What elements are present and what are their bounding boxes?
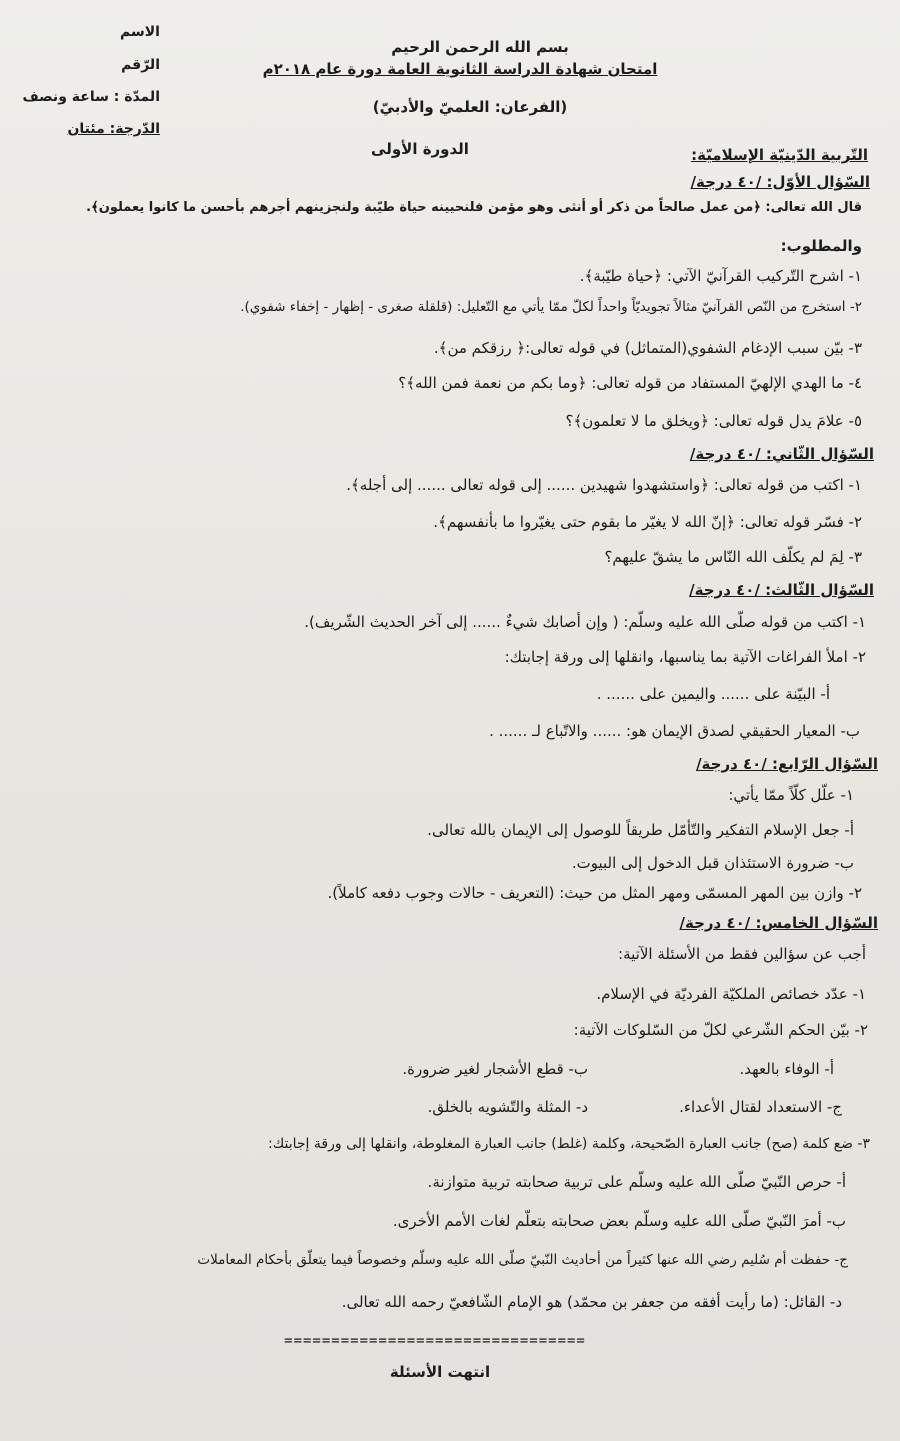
q3-item-2b: ب- المعيار الحقيقي لصدق الإيمان هو: ...... والاتّباع لـ ...... . (489, 722, 860, 740)
branches: (الفرعان: العلميّ والأدبيّ) (372, 98, 568, 116)
subject-title: التّربية الدّينيّة الإسلاميّة: (691, 146, 868, 164)
q3-item-2a: أ- البيّنة على ...... واليمين على ...... . (596, 685, 830, 703)
q5-item-3d: د- القائل: (ما رأيت أفقه من جعفر بن محمّد) هو الإمام الشّافعيّ رحمه الله تعالى. (341, 1293, 842, 1311)
q1-title: السّؤال الأوّل: /٤٠ درجة/ (690, 173, 870, 191)
q2-item-3: ٣- لِمَ لم يكلّف الله النّاس ما يشقّ عليهم؟ (604, 548, 862, 566)
q3-item-1: ١- اكتب من قوله صلّى الله عليه وسلّم: ( وإن أصابك شيءٌ ...... إلى آخر الحديث الشّريف). (304, 613, 866, 631)
q3-title: السّؤال الثّالث: /٤٠ درجة/ (689, 581, 874, 599)
footer-divider: ================================ (284, 1333, 586, 1349)
q1-verse: قال الله تعالى: ﴿من عمل صالحاً من ذكر أو أنثى وهو مؤمن فلنحيينه حياة طيّبة ولنجزينهم أجرهم بأحسن ما كانوا يعملون﴾. (86, 200, 862, 215)
session: الدورة الأولى (371, 140, 469, 158)
q5-intro: أجب عن سؤالين فقط من الأسئلة الآتية: (618, 945, 866, 963)
q1-item-2: ٢- استخرج من النّص القرآنيّ مثالاً تجويديّاً واحداً لكلّ ممّا يأتي مع التّعليل: (قلقلة صغرى - إظهار - إخفاء شفوي). (240, 299, 862, 315)
q4-title: السّؤال الرّابع: /٤٠ درجة/ (696, 755, 878, 773)
exam-title: امتحان شهادة الدراسة الثانوية العامة دورة عام ٢٠١٨م (262, 60, 658, 78)
basmala: بسم الله الرحمن الرحيم (391, 38, 569, 56)
q5-item-3a: أ- حرص النّبيّ صلّى الله عليه وسلّم على تربية صحابته تربية متوازنة. (427, 1173, 846, 1191)
q3-item-2: ٢- املأ الفراغات الآتية بما يناسبها، وانقلها إلى ورقة إجابتك: (504, 648, 866, 666)
q2-item-2: ٢- فسّر قوله تعالى: ﴿إنّ الله لا يغيّر ما بقوم حتى يغيّروا ما بأنفسهم﴾. (433, 513, 862, 531)
q4-item-1b: ب- ضرورة الاستئذان قبل الدخول إلى البيوت. (571, 854, 854, 872)
q4-item-1a: أ- جعل الإسلام التفكير والتّأمّل طريقاً للوصول إلى الإيمان بالله تعالى. (427, 821, 854, 839)
q5-item-2c: ج- الاستعداد لقتال الأعداء. (679, 1098, 842, 1116)
q5-item-3: ٣- ضع كلمة (صح) جانب العبارة الصّحيحة، وكلمة (غلط) جانب العبارة المغلوطة، وانقلها إلى ورقة إجابتك: (268, 1136, 870, 1152)
name-label: الاسم (120, 24, 160, 40)
q1-item-4: ٤- ما الهدي الإلهيّ المستفاد من قوله تعالى: ﴿وما بكم من نعمة فمن الله﴾؟ (398, 374, 862, 392)
duration-label: المدّة : ساعة ونصف (22, 89, 160, 105)
q5-item-2a: أ- الوفاء بالعهد. (739, 1060, 834, 1078)
q4-item-1: ١- علّل كلّاً ممّا يأتي: (728, 786, 854, 804)
number-label: الرّقم (121, 57, 160, 73)
q5-item-3b: ب- أمرَ النّبيّ صلّى الله عليه وسلّم بعض صحابته بتعلّم لغات الأمم الأخرى. (392, 1212, 846, 1230)
q5-item-2b: ب- قطع الأشجار لغير ضرورة. (402, 1060, 588, 1078)
q4-item-2: ٢- وازن بين المهر المسمّى ومهر المثل من حيث: (التعريف - حالات وجوب دفعه كاملاً). (327, 884, 862, 902)
q5-item-2d: د- المثلة والتّشويه بالخلق. (427, 1098, 588, 1116)
grade-label: الدّرجة: مئتان (67, 121, 160, 137)
q5-item-1: ١- عدّد خصائص الملكيّة الفرديّة في الإسلام. (596, 985, 866, 1003)
end-of-questions: انتهت الأسئلة (389, 1363, 491, 1381)
q5-title: السّؤال الخامس: /٤٠ درجة/ (679, 914, 878, 932)
q5-item-3c: ج- حفظت أم سُليم رضي الله عنها كثيراً من أحاديث النّبيّ صلّى الله عليه وسلّم وخصوصاً فيما يتعلّق بأحكام المعاملات (197, 1252, 848, 1268)
q2-title: السّؤال الثّاني: /٤٠ درجة/ (689, 445, 874, 463)
q1-item-3: ٣- بيّن سبب الإدغام الشفوي(المتماثل) في قوله تعالى:﴿ رزقكم من﴾. (433, 339, 862, 357)
q1-item-5: ٥- علامَ يدل قوله تعالى: ﴿ويخلق ما لا تعلمون﴾؟ (565, 412, 862, 430)
q2-item-1: ١- اكتب من قوله تعالى: ﴿واستشهدوا شهيدين ...... إلى قوله تعالى ...... إلى أجله﴾. (346, 476, 862, 494)
q1-item-1: ١- اشرح التّركيب القرآنيّ الآتي: ﴿حياة طيّبة﴾. (579, 267, 862, 285)
q5-item-2: ٢- بيّن الحكم الشّرعي لكلّ من السّلوكات الآتية: (573, 1021, 868, 1039)
q1-required: والمطلوب: (780, 237, 862, 255)
